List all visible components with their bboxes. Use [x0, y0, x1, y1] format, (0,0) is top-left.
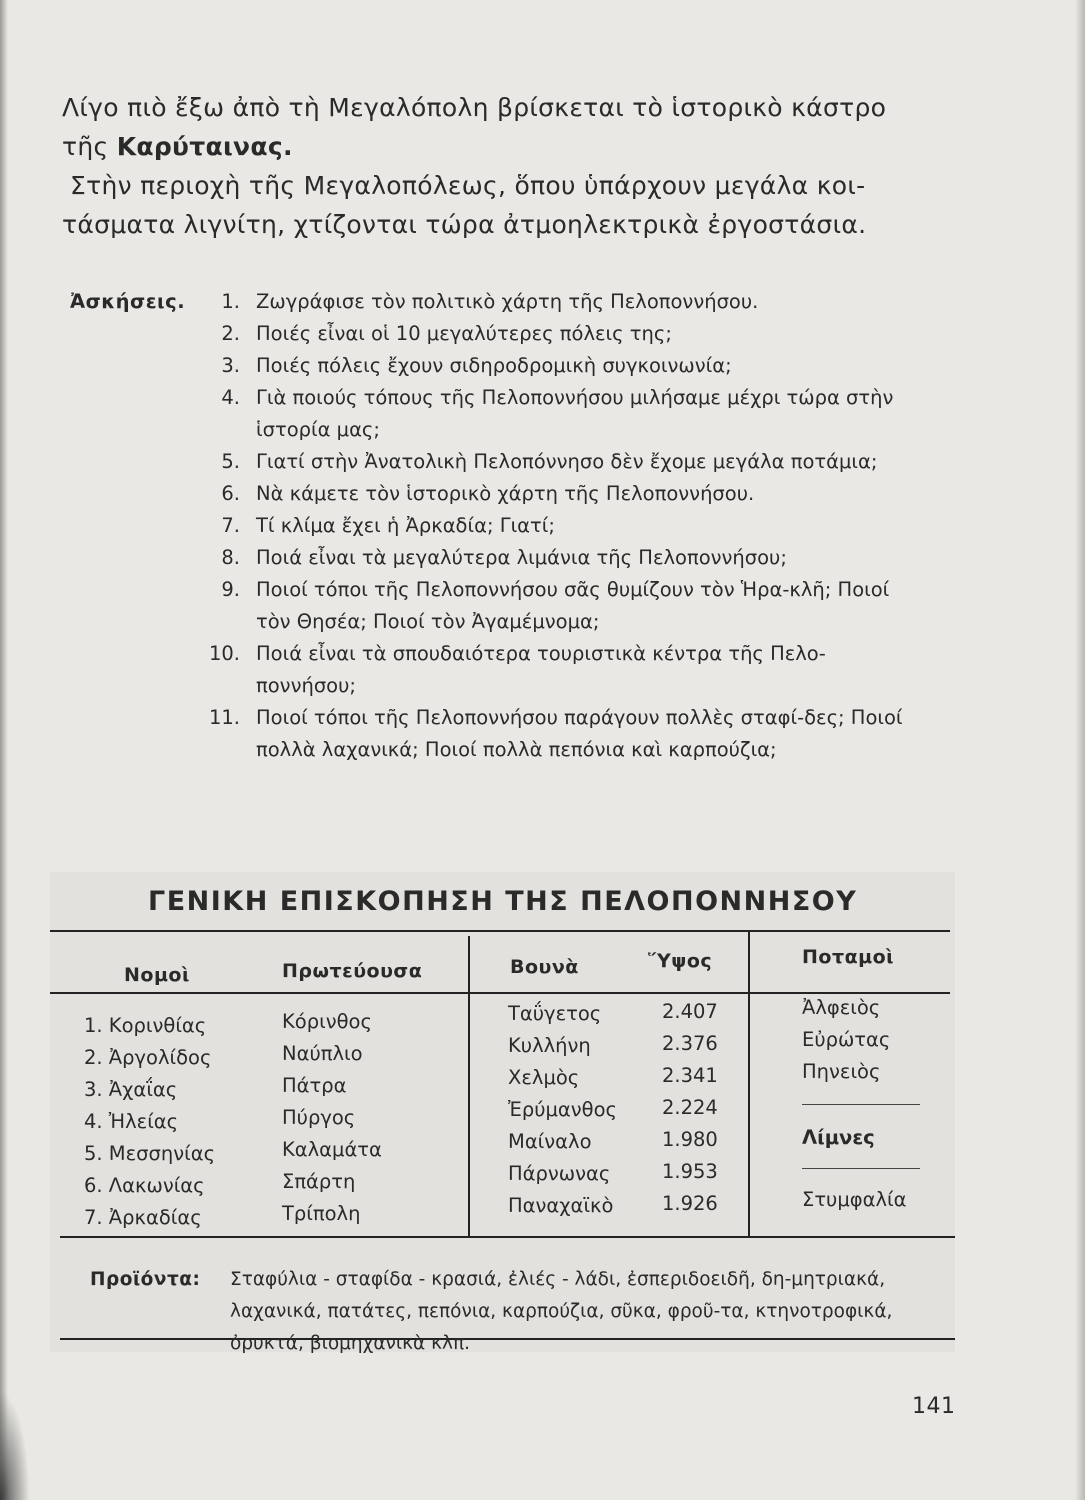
capital-cell: Ναύπλιο: [282, 1042, 363, 1065]
lakes-heading: Λίμνες: [802, 1126, 875, 1149]
height-cell: 2.376: [662, 1032, 718, 1055]
intro-paragraph: [62, 88, 942, 244]
page-number: 141: [912, 1394, 956, 1419]
header-mountains: Βουνὰ: [510, 956, 579, 978]
capital-cell: Πάτρα: [282, 1074, 347, 1097]
mountains-column: [508, 998, 648, 1222]
header-rivers: Ποταμοὶ: [802, 946, 895, 968]
exercise-item: [202, 702, 922, 766]
intro-line-3: Στὴν περιοχὴ τῆς Μεγαλοπόλεως, ὅπου ὑπάρχουν μεγάλα κοι-: [70, 171, 866, 200]
nomos-cell: 7. Ἀρκαδίας: [84, 1206, 202, 1229]
exercise-text: Ποιές πόλεις ἔχουν σιδηροδρομικὴ συγκοινωνία;: [256, 354, 732, 377]
exercise-text: Ποιές εἶναι οἱ 10 μεγαλύτερες πόλεις της;: [256, 322, 672, 345]
header-height: Ὕψος: [648, 950, 713, 972]
mountain-cell: Μαίναλο: [508, 1130, 592, 1153]
exercise-text: Ζωγράφισε τὸν πολιτικὸ χάρτη τῆς Πελοποννήσου.: [256, 290, 759, 313]
exercise-item: [202, 510, 922, 542]
nomos-cell: 2. Ἀργολίδος: [84, 1046, 212, 1069]
exercise-number: 8.: [221, 546, 240, 569]
header-nomoi: Νομοὶ: [124, 964, 190, 986]
exercise-number: 4.: [221, 386, 240, 409]
exercise-text: Τί κλίμα ἔχει ἡ Ἀρκαδία; Γιατί;: [256, 514, 555, 537]
mountain-cell: Παναχαϊκὸ: [508, 1194, 614, 1217]
header-capital: Πρωτεύουσα: [282, 960, 423, 982]
capital-cell: Κόρινθος: [282, 1010, 372, 1033]
exercises-list: [202, 286, 922, 766]
exercise-item: [202, 446, 922, 478]
column-divider-2: [748, 930, 750, 1236]
height-cell: 2.224: [662, 1096, 718, 1119]
height-cell: 1.980: [662, 1128, 718, 1151]
nomoi-column: [84, 1010, 264, 1234]
exercise-text: Ποιά εἶναι τὰ μεγαλύτερα λιμάνια τῆς Πελοποννήσου;: [256, 546, 787, 569]
exercise-text: Νὰ κάμετε τὸν ἱστορικὸ χάρτη τῆς Πελοποννήσου.: [256, 482, 755, 505]
page-edge: [1075, 0, 1085, 1500]
river-cell: Ἀλφειὸς: [802, 996, 881, 1019]
exercise-number: 11.: [208, 706, 240, 729]
exercise-item: [202, 574, 922, 638]
nomos-cell: 3. Ἀχαΐας: [84, 1078, 178, 1101]
capital-cell: Πύργος: [282, 1106, 356, 1129]
mountain-cell: Χελμὸς: [508, 1066, 580, 1089]
column-divider-1: [468, 936, 470, 1236]
exercise-number: 6.: [221, 482, 240, 505]
height-cell: 1.953: [662, 1160, 718, 1183]
mountain-cell: Κυλλήνη: [508, 1034, 591, 1057]
corner-shadow: [0, 1390, 30, 1500]
exercise-number: 1.: [221, 290, 240, 313]
exercise-number: 3.: [221, 354, 240, 377]
exercise-item: [202, 382, 922, 446]
exercise-item: [202, 638, 922, 702]
rivers-separator-line: [802, 1104, 920, 1105]
mountain-cell: Ταΰγετος: [508, 1002, 602, 1025]
exercise-text: Ποιά εἶναι τὰ σπουδαιότερα τουριστικὰ κέντρα τῆς Πελο-ποννήσου;: [256, 642, 826, 697]
capital-cell: Τρίπολη: [282, 1202, 361, 1225]
intro-line-4: τάσματα λιγνίτη, χτίζονται τώρα ἀτμοηλεκτρικὰ ἐργοστάσια.: [62, 210, 867, 239]
capital-cell: Σπάρτη: [282, 1170, 356, 1193]
exercise-number: 2.: [221, 322, 240, 345]
exercise-text: Γιὰ ποιούς τόπους τῆς Πελοποννήσου μιλήσαμε μέχρι τώρα στὴν ἱστορία μας;: [256, 386, 894, 441]
exercise-text: Ποιοί τόποι τῆς Πελοποννήσου σᾶς θυμίζουν τὸν Ἡρα-κλῆ; Ποιοί τὸν Θησέα; Ποιοί τὸν Ἀγαμέμνομα;: [256, 578, 890, 633]
heights-column: [662, 996, 742, 1220]
exercise-item: [202, 542, 922, 574]
table-top-rule: [50, 930, 950, 932]
exercise-item: [202, 478, 922, 510]
exercise-item: [202, 350, 922, 382]
peloponnese-overview-table: [50, 872, 955, 1352]
intro-line-1: Λίγο πιὸ ἔξω ἀπὸ τὴ Μεγαλόπολη βρίσκεται τὸ ἱστορικὸ κάστρο: [62, 93, 887, 122]
mountain-cell: Πάρνωνας: [508, 1162, 611, 1185]
exercise-item: [202, 286, 922, 318]
intro-line-2: [62, 127, 942, 166]
exercise-number: 5.: [221, 450, 240, 473]
products-label: Προϊόντα:: [90, 1269, 201, 1290]
exercise-number: 7.: [221, 514, 240, 537]
karytaina-bold: Καρύταινας.: [116, 132, 293, 161]
nomos-cell: 6. Λακωνίας: [84, 1174, 205, 1197]
page-binding-shadow: [0, 0, 8, 1500]
exercise-text: Ποιοί τόποι τῆς Πελοποννήσου παράγουν πολλὲς σταφί-δες; Ποιοί πολλὰ λαχανικά; Ποιοί πολλὰ πεπόνια καὶ καρπούζια;: [256, 706, 903, 761]
rivers-column: [802, 992, 942, 1088]
intro-line-2-prefix: τῆς: [62, 132, 117, 161]
overview-title: ΓΕΝΙΚΗ ΕΠΙΣΚΟΠΗΣΗ ΤΗΣ ΠΕΛΟΠΟΝΝΗΣΟΥ: [148, 886, 858, 917]
exercise-item: [202, 318, 922, 350]
exercises-heading: Ἀσκήσεις.: [70, 290, 186, 313]
nomos-cell: 1. Κορινθίας: [84, 1014, 207, 1037]
lake-cell: Στυμφαλία: [802, 1188, 907, 1211]
height-cell: 1.926: [662, 1192, 718, 1215]
nomos-cell: 4. Ἠλείας: [84, 1110, 179, 1133]
mountain-cell: Ἐρύμανθος: [508, 1098, 617, 1121]
height-cell: 2.341: [662, 1064, 718, 1087]
lakes-separator-line: [802, 1168, 920, 1169]
products-text: Σταφύλια - σταφίδα - κρασιά, ἐλιές - λάδι, ἐσπεριδοειδῆ, δη-μητριακά, λαχανικά, πατάτες, πεπόνια, καρπούζια, σῦκα, φροῦ-τα, κτηνοτροφικά, ὀρυκτά, βιομηχανικὰ κλπ.: [230, 1269, 893, 1354]
capitals-column: [282, 1006, 452, 1230]
river-cell: Πηνειὸς: [802, 1060, 881, 1083]
capital-cell: Καλαμάτα: [282, 1138, 382, 1161]
nomos-cell: 5. Μεσσηνίας: [84, 1142, 216, 1165]
river-cell: Εὐρώτας: [802, 1028, 891, 1051]
exercise-text: Γιατί στὴν Ἀνατολικὴ Πελοπόννησο δὲν ἔχομε μεγάλα ποτάμια;: [256, 450, 878, 473]
height-cell: 2.407: [662, 1000, 718, 1023]
table-bottom-rule: [60, 1236, 955, 1238]
exercise-number: 10.: [208, 642, 240, 665]
exercise-number: 9.: [221, 578, 240, 601]
